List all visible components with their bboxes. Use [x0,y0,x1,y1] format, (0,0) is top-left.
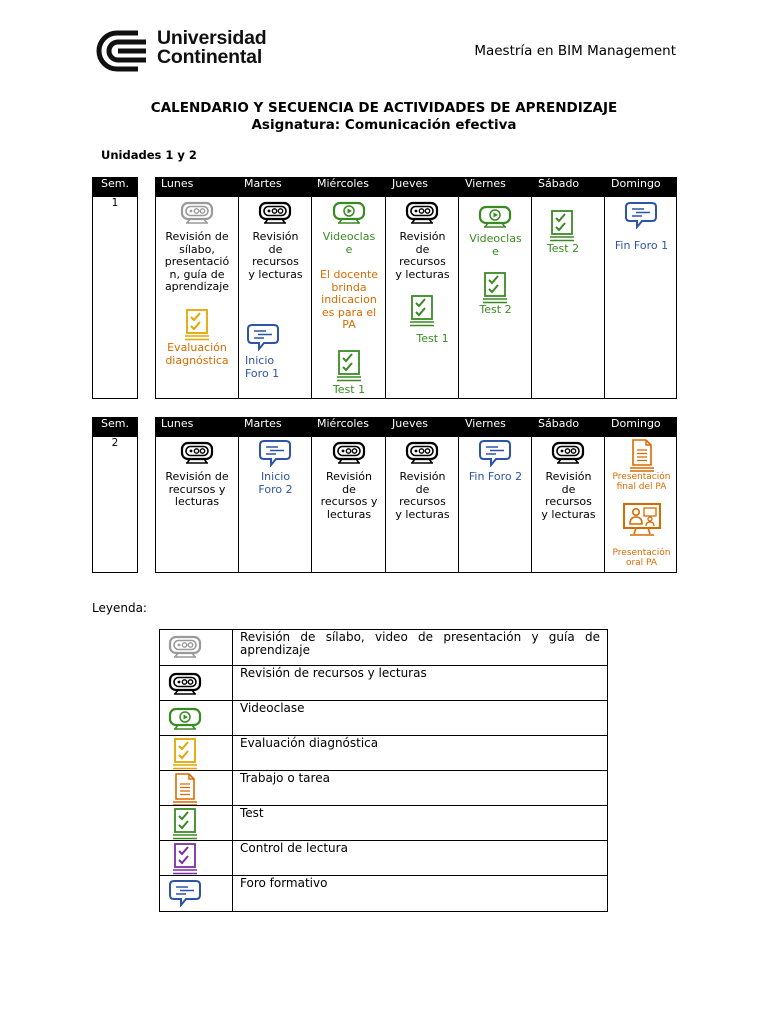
test-icon [336,349,362,383]
resources-review-icon [405,441,439,465]
week-1-thursday-cell [385,197,458,398]
legend-row [160,700,607,735]
legend-text: Videoclase [240,701,305,715]
videoclass-icon [168,707,202,731]
day-header-monday: Lunes [161,417,194,430]
forum-end-text: Fin Foro 1 [614,239,669,252]
legend-row [160,875,607,911]
week-2-monday-cell [156,437,238,572]
resources-review-text: Revisión de recursos y lecturas [395,230,450,281]
week-number-cell [92,197,138,399]
sem-header: Sem. [92,177,138,197]
legend-row [160,630,607,665]
week-2-table [92,417,677,573]
forum-icon [478,439,512,467]
day-header-tuesday: Martes [244,177,282,190]
day-header-saturday: Sábado [538,417,580,430]
resources-review-text: Revisión de recursos y lecturas [395,470,450,521]
week-number: 2 [111,437,119,449]
resources-review-icon [405,201,439,225]
oral-presentation-icon [622,502,662,538]
assignment-icon [172,772,198,806]
legend-table [159,629,608,912]
legend-text: Control de lectura [240,841,348,855]
week-1-wednesday-cell [311,197,385,398]
week-number: 1 [111,197,119,209]
forum-start-text: Inicio Foro 1 [245,354,280,380]
forum-icon [168,879,202,907]
legend-row [160,665,607,700]
week-2-days [155,437,677,573]
test-icon [409,294,435,328]
days-header [155,417,677,437]
syllabus-review-text: Revisión de sílabo, presentació n, guía de aprendizaje [164,230,230,294]
syllabus-review-icon [180,201,214,225]
final-presentation-text: Presentación final del PA [612,472,671,492]
day-header-sunday: Domingo [611,177,661,190]
resources-review-icon [168,672,202,696]
day-header-thursday: Jueves [392,177,428,190]
week-1-saturday-cell [531,197,604,398]
assignment-icon [629,438,655,472]
university-name [157,29,266,67]
legend-icon-cell [160,701,233,735]
videoclass-text: Videoclas e [322,230,376,256]
legend-icon-cell [160,666,233,700]
day-header-friday: Viernes [465,177,506,190]
test-text: Test 2 [479,303,512,316]
legend-row [160,770,607,805]
legend-text: Trabajo o tarea [240,771,330,785]
day-header-tuesday: Martes [244,417,282,430]
resources-review-icon [258,201,292,225]
day-header-wednesday: Miércoles [317,177,369,190]
reading-control-icon [172,842,198,876]
legend-text: Evaluación diagnóstica [240,736,379,750]
test-text: Test 1 [332,383,366,396]
legend-icon-cell [160,630,233,665]
legend-row [160,805,607,840]
test-text: Test 2 [546,242,580,255]
videoclass-icon [478,205,512,229]
legend-text: Revisión de recursos y lecturas [240,666,427,680]
document-title: CALENDARIO Y SECUENCIA DE ACTIVIDADES DE APRENDIZAJE [150,100,618,116]
videoclass-icon [332,201,366,225]
week-1-days [155,197,677,399]
legend-icon-cell [160,771,233,805]
forum-end-text: Fin Foro 2 [468,470,523,483]
legend-icon-cell [160,876,233,911]
day-header-wednesday: Miércoles [317,417,369,430]
legend-text: Foro formativo [240,876,328,890]
week-1-tuesday-cell [238,197,311,398]
day-header-sunday: Domingo [611,417,661,430]
oral-presentation-text: Presentación oral PA [612,548,671,568]
week-1-table [92,177,677,399]
week-2-saturday-cell [531,437,604,572]
university-logo-icon [96,30,152,72]
forum-icon [258,439,292,467]
program-name: Maestría en BIM Management [474,43,676,59]
legend-icon-cell [160,736,233,770]
resources-review-text: Revisión de recursos y lecturas [320,470,378,521]
legend-text: Test [240,806,264,820]
resources-review-icon [332,441,366,465]
legend-label: Leyenda: [92,601,147,615]
syllabus-review-icon [168,635,202,659]
week-1-monday-cell [156,197,238,398]
legend-row [160,840,607,875]
week-1-header [92,177,677,197]
week-2-header [92,417,677,437]
legend-icon-cell [160,841,233,875]
sem-header: Sem. [92,417,138,437]
diagnostic-eval-text: Evaluación diagnóstica [165,341,229,367]
day-header-friday: Viernes [465,417,506,430]
day-header-thursday: Jueves [392,417,428,430]
legend-icon-cell [160,806,233,840]
test-icon [549,209,575,243]
week-2-friday-cell [458,437,531,572]
week-2-wednesday-cell [311,437,385,572]
week-2-tuesday-cell [238,437,311,572]
brand-line-1: Universidad [157,27,267,49]
resources-review-icon [180,441,214,465]
forum-icon [624,201,658,229]
diagnostic-eval-icon [172,737,198,771]
week-1-sunday-cell [604,197,677,398]
legend-text: Revisión de sílabo, video de presentación y guía de aprendizaje [240,630,600,657]
week-2-sunday-cell [604,437,677,572]
forum-start-text: Inicio Foro 2 [258,470,293,496]
diagnostic-eval-icon [184,308,210,342]
test-icon [482,271,508,305]
legend-row [160,735,607,770]
test-icon [172,807,198,841]
resources-review-text: Revisión de recursos y lecturas [248,230,303,281]
instructor-note-text: El docente brinda indicacion es para el PA [319,268,379,332]
videoclass-text: Videoclas e [469,232,522,258]
forum-icon [246,323,280,351]
day-header-monday: Lunes [161,177,194,190]
course-title: Asignatura: Comunicación efectiva [251,117,517,133]
resources-review-text: Revisión de recursos y lecturas [541,470,596,521]
day-header-saturday: Sábado [538,177,580,190]
days-header [155,177,677,197]
week-2-thursday-cell [385,437,458,572]
resources-review-text: Revisión de recursos y lecturas [165,470,229,509]
week-number-cell [92,437,138,573]
units-label: Unidades 1 y 2 [101,148,197,162]
week-1-friday-cell [458,197,531,398]
test-text: Test 1 [416,332,449,345]
resources-review-icon [551,441,585,465]
brand-line-2: Continental [157,46,263,68]
